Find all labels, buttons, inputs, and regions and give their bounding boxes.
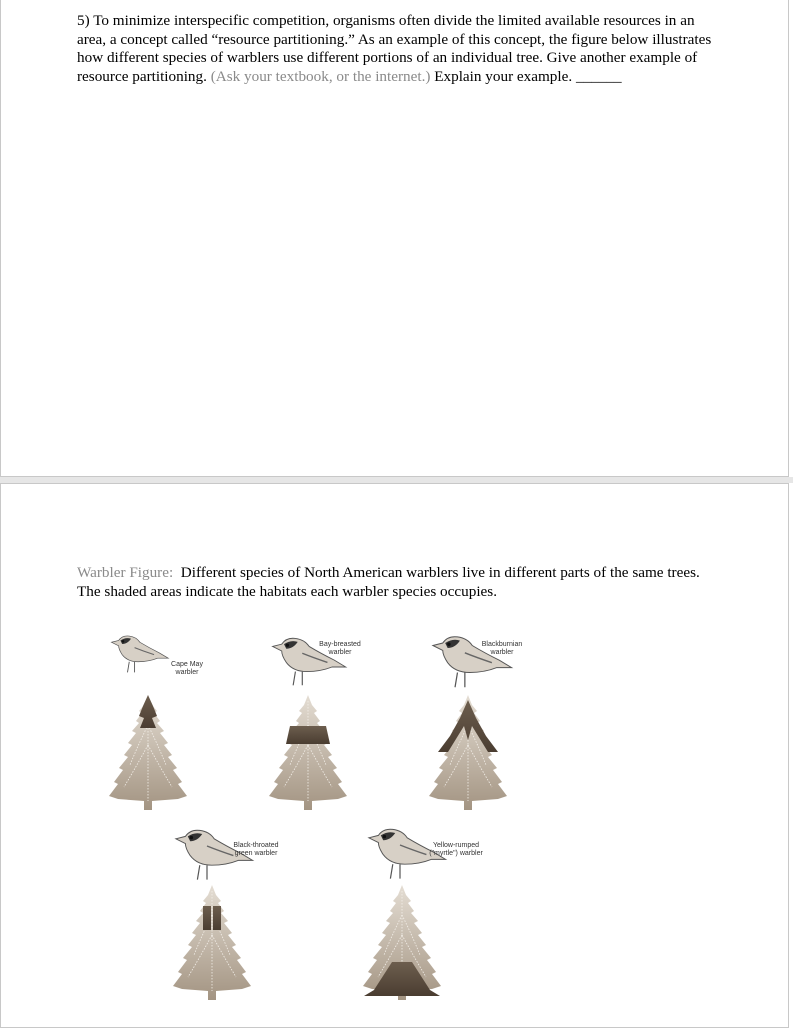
- label-blackburnian-line2: warbler: [490, 649, 514, 656]
- label-black-throated-green-line2: green warbler: [234, 850, 278, 857]
- label-bay-breasted: [314, 641, 366, 657]
- question-number: 5): [77, 12, 90, 29]
- label-bay-breasted-line1: Bay-breasted: [319, 641, 361, 648]
- label-black-throated-green-line1: Black-throated: [233, 842, 279, 849]
- label-yellow-rumped: [424, 842, 488, 858]
- caption-text: Different species of North American warblers live in different parts of the same trees. The shaded areas indicate the habitats each warbler species occupies.: [77, 564, 700, 600]
- label-yellow-rumped-line2: ("myrtle") warbler: [429, 850, 483, 857]
- answer-blank: ______: [575, 67, 622, 85]
- question-body-1: To minimize interspecific competition, organisms often divide the limited available resources in an area, a concept called “resource partitioning.” As an example of this concept, the figure below illustrates how different species of warblers use different portions of an individual tree. Give another example of resource partitioning.: [77, 12, 712, 85]
- label-cape-may-line1: Cape May: [171, 661, 203, 668]
- cape-may-bird-image: [112, 636, 169, 672]
- label-cape-may: [162, 661, 212, 677]
- label-cape-may-line2: warbler: [175, 669, 199, 676]
- label-bay-breasted-line2: warbler: [328, 649, 352, 656]
- question-body-2: Explain your example.: [434, 67, 573, 85]
- bay-breasted-habitat-shade: [286, 726, 330, 744]
- label-black-throated-green: [226, 842, 286, 858]
- label-blackburnian-line1: Blackburnian: [481, 641, 523, 648]
- black-throated-green-tree-image: [173, 885, 251, 1000]
- bay-breasted-tree-image: [269, 695, 347, 810]
- question-hint: (Ask your textbook, or the internet.): [210, 67, 431, 85]
- label-yellow-rumped-line1: Yellow-rumped: [432, 842, 480, 849]
- bay-breasted-warbler-group: [269, 638, 347, 810]
- blackburnian-warbler-group: [429, 637, 512, 810]
- label-blackburnian: [472, 641, 532, 657]
- caption-label: Warbler Figure:: [77, 564, 174, 581]
